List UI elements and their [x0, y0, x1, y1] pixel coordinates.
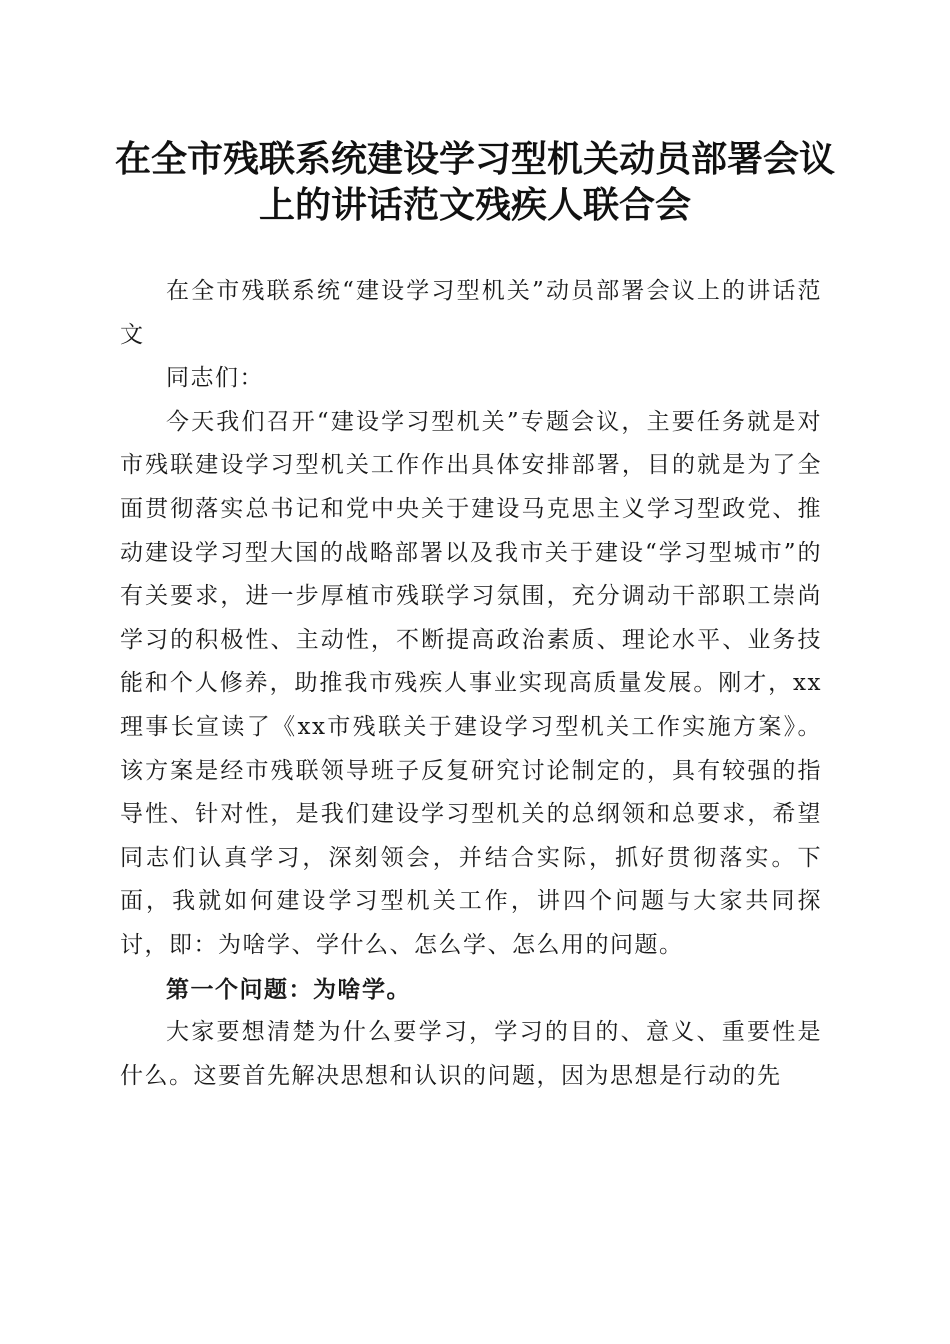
section-1-paragraph: 大家要想清楚为什么要学习，学习的目的、意义、重要性是什么。这要首先解决思想和认识的问题，因为思想是行动的先 [120, 1019, 822, 1089]
title-line-2: 上的讲话范文残疾人联合会 [258, 184, 691, 226]
speech-heading-paragraph: 在全市残联系统“建设学习型机关”动员部署会议上的讲话范文 [120, 278, 822, 348]
section-heading-1: 第一个问题：为啥学。 [166, 975, 411, 1003]
document-title [110, 136, 840, 228]
salutation-paragraph: 同志们： [166, 365, 264, 392]
intro-paragraph: 今天我们召开“建设学习型机关”专题会议，主要任务就是对市残联建设学习型机关工作作出具体安排部署，目的就是为了全面贯彻落实总书记和党中央关于建设马克思主义学习型政党、推动建设学习型大国的战略部署以及我市关于建设“学习型城市”的有关要求，进一步厚植市残联学习氛围，充分调动干部职工崇尚学习的积极性、主动性，不断提高政治素质、理论水平、业务技能和个人修养，助推我市残疾人事业实现高质量发展。刚才，xx理事长宣读了《xx市残联关于建设学习型机关工作实施方案》。该方案是经市残联领导班子反复研究讨论制定的，具有较强的指导性、针对性，是我们建设学习型机关的总纲领和总要求，希望同志们认真学习，深刻领会，并结合实际，抓好贯彻落实。下面，我就如何建设学习型机关工作，讲四个问题与大家共同探讨，即：为啥学、学什么、怎么学、怎么用的问题。 [120, 408, 822, 958]
title-line-1: 在全市残联系统建设学习型机关动员部署会议 [114, 138, 835, 180]
document-body [120, 270, 822, 1098]
